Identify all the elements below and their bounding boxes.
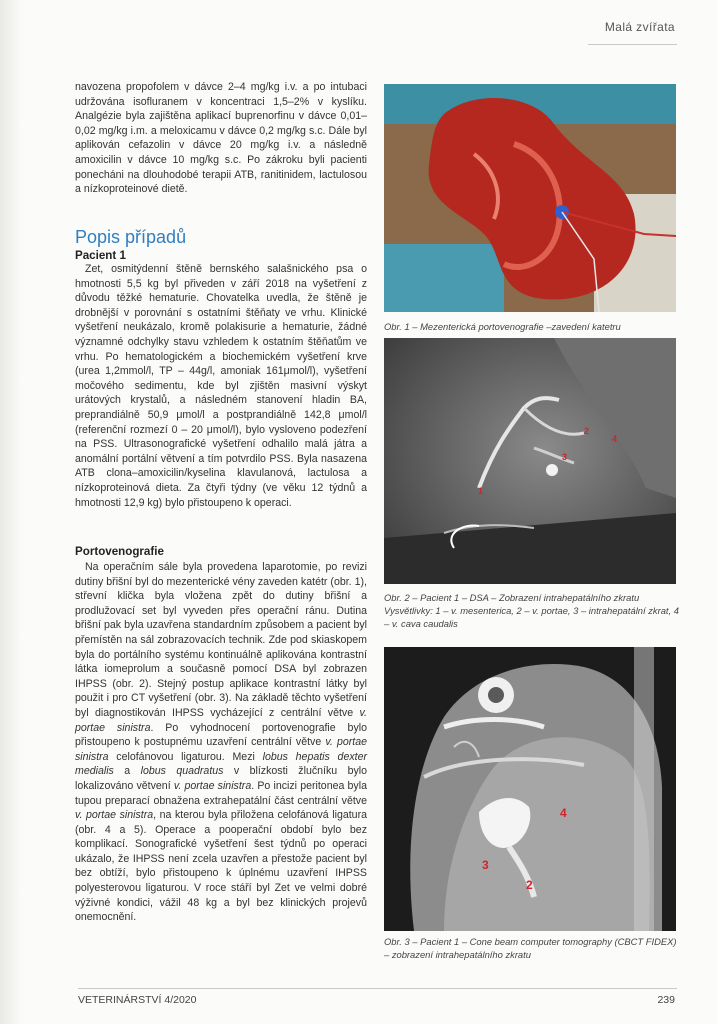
patient-1-heading: Pacient 1	[75, 249, 126, 262]
page-number: 239	[657, 994, 675, 1006]
figure-2-marker-1: 1	[478, 486, 484, 496]
portovenography-heading: Portovenografie	[75, 545, 164, 558]
figure-3-cbct-image	[384, 647, 676, 931]
figure-2-dsa-image	[384, 338, 676, 584]
figure-1-surgical-photo	[384, 84, 676, 312]
portovenography-paragraph: Na operačním sále byla provedena laparotomie, po revizi dutiny břišní byl do mezenterické vény zaveden katétr (obr. 1), střevní klička byla vložena zpět do dutiny břišní a prodlužovací set byl vyveden přes operační ránu. Dutina břišní pak byla uzavřena standardním způsobem a pacient byl přemístěn na sál zobrazovacích technik. Zde pod skiaskopem byla do portálního systému kontinuálně aplikována kontrastní látka iomeprolum a současně pomocí DSA byl zobrazen IHPSS (obr. 2). Stejný postup aplikace kontrastní látky byl použit i pro CT vyšetření (obr. 3). Na základě těchto vyšetření byl diagnostikován IHPSS vycházející z centrální větve v. portae sinistra. Po vyhodnocení portovenografie bylo přistoupeno k postupnému uzavření centrální větve v. portae sinistra celofánovou ligaturou. Mezi lobus hepatis dexter medialis a lobus quadratus v blízkosti žlučníku bylo lokalizováno větvení v. portae sinistra. Po incizi peritonea byla tupou preparací obnažena extrahepatální část centrální větve v. portae sinistra, na kterou byla přiložena celofánová ligatura (obr. 4 a 5). Operace a pooperační období bylo bez komplikací. Sonografické vyšetření šest týdnů po operaci ukázalo, že IHPSS není zcela uzavřen a přestože pacient byl bez obtíží, bylo přistoupeno k úplnému uzavření IHPSS polyesterovou ligaturou. V roce stáří byl Zet ve velmi dobré výživné kondici, vážil 48 kg a byl bez klinických projevů onemocnění.	[75, 561, 368, 924]
figure-1-caption: Obr. 1 – Mezenterická portovenografie –zavedení katetru	[384, 321, 621, 332]
section-label: Malá zvířata	[604, 20, 675, 34]
intro-paragraph: navozena propofolem v dávce 2–4 mg/kg i.v. a po intubaci udržována isofluranem v koncentraci 1,5–2% v kyslíku. Analgézie byla zajištěna aplikací buprenorfinu v dávce 0,01–0,02 mg/kg i.m. a meloxicamu v dávce 0,2 mg/kg s.c. Dále byl aplikován cefazolin v dávce 20 mg/kg i.v. a následně amoxicilin v dávce 10 mg/kg s.c. Po zákroku byli pacienti ponecháni na dlouhodobé terapii ATB, ranitinidem, lactulosou a nízkoproteinové dietě.	[75, 81, 367, 196]
figure-3-marker-3: 3	[482, 858, 489, 872]
figure-2-marker-2: 2	[584, 426, 590, 436]
intro-paragraph-block	[75, 80, 367, 197]
header-rule	[588, 44, 677, 45]
figure-2-caption: Obr. 2 – Pacient 1 – DSA – Zobrazení intrahepatálního zkratu Vysvětlivky: 1 – v. mesenterica, 2 – v. portae, 3 – intrahepatální zkrat, 4 – v. cava caudalis	[384, 592, 679, 629]
case-paragraph: Zet, osmitýdenní štěně bernského salašnického psa o hmotnosti 5,5 kg byl přiveden v září 2018 na vyšetření z důvodu těžké hematurie. Chovatelka uvedla, že štěně je drobnější v porovnání s ostatními štěňaty ve vrhu. Klinické vyšetření neukázalo, kromě polakisurie a hematurie, žádné významné odchylky stavu vzhledem k ostatním štěňatům ve vrhu. Po hematologickém a biochemickém vyšetření krve (urea 1,2mmol/l, TP – 44g/l, amoniak 161μmol/l), vyšetření močového sedimentu, kde byl zjištěn masivní výskyt urátových krystalů, a následném stanovení hladin BA, preprandiálně 50,9 μmol/l a postprandiálně 142,8 μmol/l (referenční rozmezí 0 – 20 μmol/l), bylo vysloveno podezření na PSS. Ultrasonografické vyšetření odhalilo malá játra a anomální portální větvení a tím potvrdilo PSS. Byla nasazena ATB clona–amoxicilin/kyselina klavulanová, lactulosa a nízkoproteinová dieta. Za čtyři týdny (ve věku 12 týdnů a hmotnosti 12,9 kg) bylo přistoupeno k operaci.	[75, 263, 367, 509]
journal-name: VETERINÁRSTVÍ 4/2020	[78, 994, 197, 1006]
case-paragraph-block	[75, 262, 367, 510]
figure-3-marker-2: 2	[526, 878, 533, 892]
figure-3-caption: Obr. 3 – Pacient 1 – Cone beam computer tomography (CBCT FIDEX) – zobrazení intrahepatálního zkratu	[384, 936, 677, 960]
footer-rule	[78, 988, 677, 989]
cases-heading: Popis případů	[75, 227, 187, 247]
page-gutter-shadow	[0, 0, 22, 1024]
figure-3-marker-4: 4	[560, 806, 567, 820]
figure-2-marker-3: 3	[562, 452, 568, 462]
portovenography-paragraph-block	[75, 560, 367, 925]
figure-2-marker-4: 4	[612, 434, 618, 444]
